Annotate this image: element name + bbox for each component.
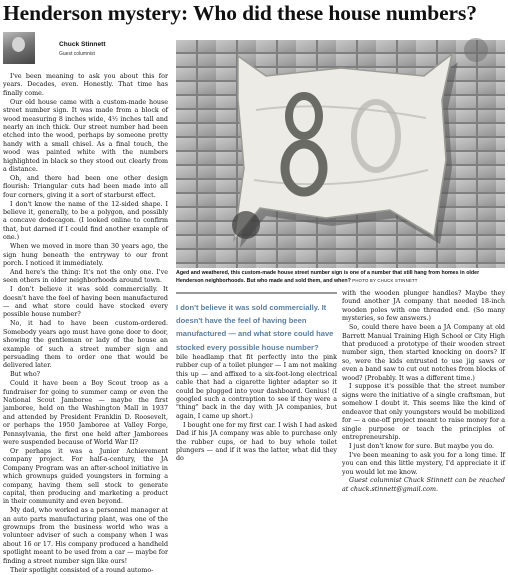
caption-text: Aged and weathered, this custom-made house street number sign is one of a number that still hang from homes in older Henderson neighborhoods. But who made and sold them, and when? [176, 270, 480, 285]
photo-credit: PHOTO BY CHUCK STINNETT [352, 278, 418, 284]
paragraph: No, it had to have been custom-ordered. Somebody years ago must have gone door to door, showing the gentleman or lady of the house an example of such a street number sign and persuading them to order one that would be delivered later. [3, 320, 168, 370]
author-photo [3, 32, 35, 64]
paragraph: My dad, who worked as a personnel manager at an auto parts manufacturing plant, was one of the grownups from the business world who was a volunteer adviser of such a company when I was about 16 or 17. His company produced a handheld spotlight meant to be used from a car — maybe for finding a street number sign like ours! [3, 507, 168, 565]
house-number-sign-photo [176, 40, 505, 268]
photo-caption [176, 270, 505, 285]
paragraph: And here's the thing: It's not the only one. I've seen others in older neighborhoods around town. [3, 268, 168, 285]
article-column-2 [176, 354, 337, 507]
paragraph: I've been meaning to ask you for a long time. If you can end this little mystery, I'd appreciate it if you would let me know. [342, 451, 505, 476]
paragraph: I've been meaning to ask you about this for years. Decades, even. Honestly. That time has finally come. [3, 73, 168, 97]
author-name: Chuck Stinnett [59, 41, 106, 48]
byline [3, 30, 173, 66]
headline: Henderson mystery: Who did these house numbers? [3, 1, 477, 25]
paragraph: Or perhaps it was a Junior Achievement company project. For half-a-century, the JA Company Program was an after-school initiative in which grownups guided youngsters in forming a company, having them sell stock to generate capital, then producing and marketing a product in their community and even beyond. [3, 447, 168, 506]
sign-illustration [176, 40, 505, 268]
paragraph: Oh, and there had been one other design flourish: Triangular cuts had been made into all four corners, giving it a sort of starburst effect. [3, 174, 168, 199]
author-signoff: Guest columnist Chuck Stinnett can be reached at chuck.stinnett@gmail.com. [342, 477, 505, 493]
paragraph: Their spotlight consisted of a round automo- [10, 566, 154, 574]
paragraph: But who? [10, 371, 41, 379]
article-column-3 [342, 290, 505, 507]
author-role: Guest columnist [59, 51, 95, 57]
paragraph: I just don't know for sure. But maybe you do. [349, 442, 495, 450]
paragraph: I suppose it's possible that the street number signs were the initiative of a single craftsman, but somehow I doubt it. This seems like the kind of endeavor that only youngsters would be mobilized for — a one-off project meant to raise money for a single purpose or teach the principles of entrepreneurship. [342, 383, 505, 441]
paragraph: I bought one for my first car. I wish I had asked Dad if his JA company was able to purchase only the rubber cups, or had to buy whole toilet plungers — and if it was the latter, what did they do [176, 421, 337, 463]
pull-quote: I don't believe it was sold commercially. It doesn't have the feel of having been manufactured — and what store could have stocked every possible house number? [176, 292, 337, 354]
paragraph: bile headlamp that fit perfectly into the pink rubber cup of a toilet plunger — I am not making this up — and affixed to a six-foot-long electrical cable that had a cigarette lighter adapter so it could be plugged into your dashboard. Genius! (I googled such a contraption to see if they were a "thing" back in the day with JA companies, but again, I came up short.) [176, 354, 337, 420]
paragraph: with the wooden plunger handles? Maybe they found another JA company that needed 18-inch wooden poles with one threaded end. (So many mysteries, so few answers.) [342, 290, 505, 323]
article-column-1 [3, 73, 168, 574]
paragraph: So, could there have been a JA Company at old Barrett Manual Training High School or City High that produced a prototype of their wooden street number sign, then started knocking on doors? If so, were the kids entrusted to use jig saws or even a band saw to cut out notches from blocks of wood? (Probably. It was a different time.) [342, 324, 505, 382]
paragraph: I don't know the name of the 12-sided shape. I believe it, generally, to be a polygon, and possibly a concave dodecagon. (I looked online to confirm that, but darned if I could find another example of one.) [3, 200, 168, 242]
paragraph: I don't believe it was sold commercially. It doesn't have the feel of having been manufactured — and what store could have stocked every possible house number? [3, 286, 168, 319]
paragraph: Our old house came with a custom-made house street number sign. It was made from a block of wood measuring 8 inches wide, 4½ inches tall and nearly an inch thick. Our street number had been etched into the wood, perhaps by someone pretty handy with a small chisel. As a final touch, the wood was painted white with the numbers highlighted in black so they stood out clearly from a distance. [3, 98, 168, 173]
paragraph: When we moved in more than 30 years ago, the sign hung beneath the entryway to our front porch. I noticed it immediately. [3, 243, 168, 267]
paragraph: Could it have been a Boy Scout troop as a fundraiser for going to summer camp or even the National Scout Jamboree — maybe the first jamboree, held on the Washington Mall in 1937 and attended by President Franklin D. Roosevelt, or perhaps the 1950 Jamboree at Valley Forge, Pennsylvania, the first one held after Jamborees were suspended because of World War II? [3, 380, 168, 446]
